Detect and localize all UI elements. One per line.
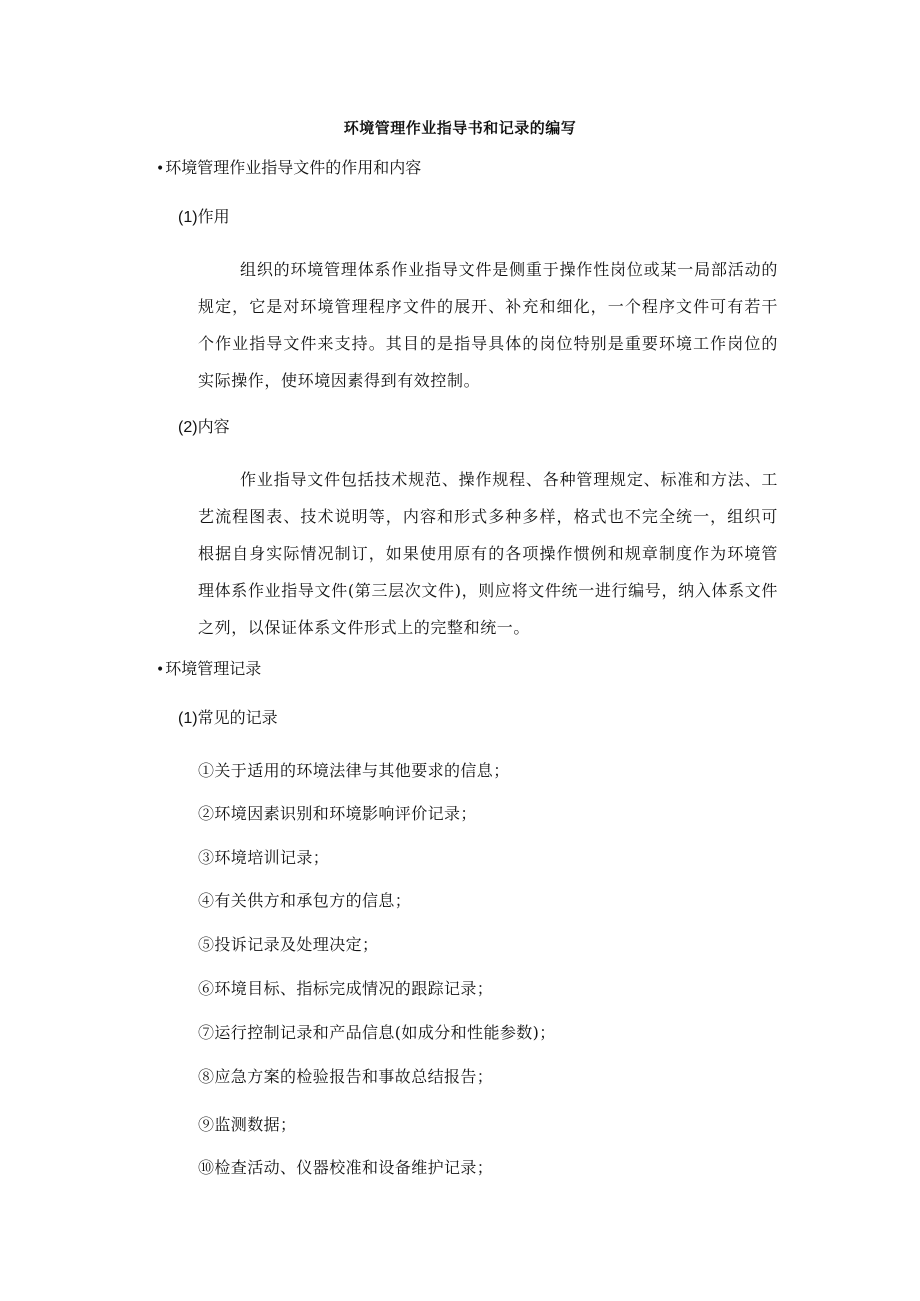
paragraph-content: 作业指导文件包括技术规范、操作规程、各种管理规定、标准和方法、工艺流程图表、技术说明等，内容和形式多种多样，格式也不完全统一，组织可根据自身实际情况制订，如果使用原有的各项操作惯例和规章制度作为环境管理体系作业指导文件(第三层次文件)，则应将文件统一进行编号，纳入体系文件之列，以保证体系文件形式上的完整和统一。 (198, 470, 778, 637)
record-item: ②环境因素识别和环境影响评价记录； (198, 804, 477, 823)
section-heading-text: 环境管理作业指导文件的作用和内容 (165, 158, 422, 177)
section-heading-guidance (156, 158, 421, 179)
sub-heading-number: (1) (178, 209, 198, 226)
sub-heading-purpose (178, 207, 230, 228)
record-item: ④有关供方和承包方的信息； (198, 891, 412, 910)
sub-heading-number: (2) (178, 419, 198, 436)
sub-heading-common-records (178, 708, 278, 729)
record-item: ①关于适用的环境法律与其他要求的信息； (198, 761, 510, 780)
sub-heading-label: 常见的记录 (197, 708, 278, 727)
bullet-icon: • (156, 161, 165, 177)
record-item: ⑨监测数据； (198, 1115, 297, 1134)
paragraph-purpose: 组织的环境管理体系作业指导文件是侧重于操作性岗位或某一局部活动的规定，它是对环境管理程序文件的展开、补充和细化，一个程序文件可有若干个作业指导文件来支持。其目的是指导具体的岗位特别是重要环境工作岗位的实际操作，使环境因素得到有效控制。 (198, 260, 778, 390)
record-item: ⑤投诉记录及处理决定； (198, 935, 379, 954)
sub-heading-content (178, 417, 230, 438)
section-heading-records (156, 659, 261, 680)
section-heading-text: 环境管理记录 (165, 659, 262, 678)
record-item: ⑧应急方案的检验报告和事故总结报告； (198, 1067, 494, 1086)
sub-heading-label: 内容 (197, 417, 230, 436)
record-item: ⑥环境目标、指标完成情况的跟踪记录； (198, 979, 494, 998)
sub-heading-number: (1) (178, 710, 198, 727)
record-item: ⑩检查活动、仪器校准和设备维护记录； (198, 1158, 494, 1177)
document-title: 环境管理作业指导书和记录的编写 (343, 119, 577, 137)
bullet-icon: • (156, 662, 165, 678)
record-item: ⑦运行控制记录和产品信息(如成分和性能参数)； (198, 1023, 556, 1042)
sub-heading-label: 作用 (197, 207, 230, 226)
record-item: ③环境培训记录； (198, 848, 330, 867)
